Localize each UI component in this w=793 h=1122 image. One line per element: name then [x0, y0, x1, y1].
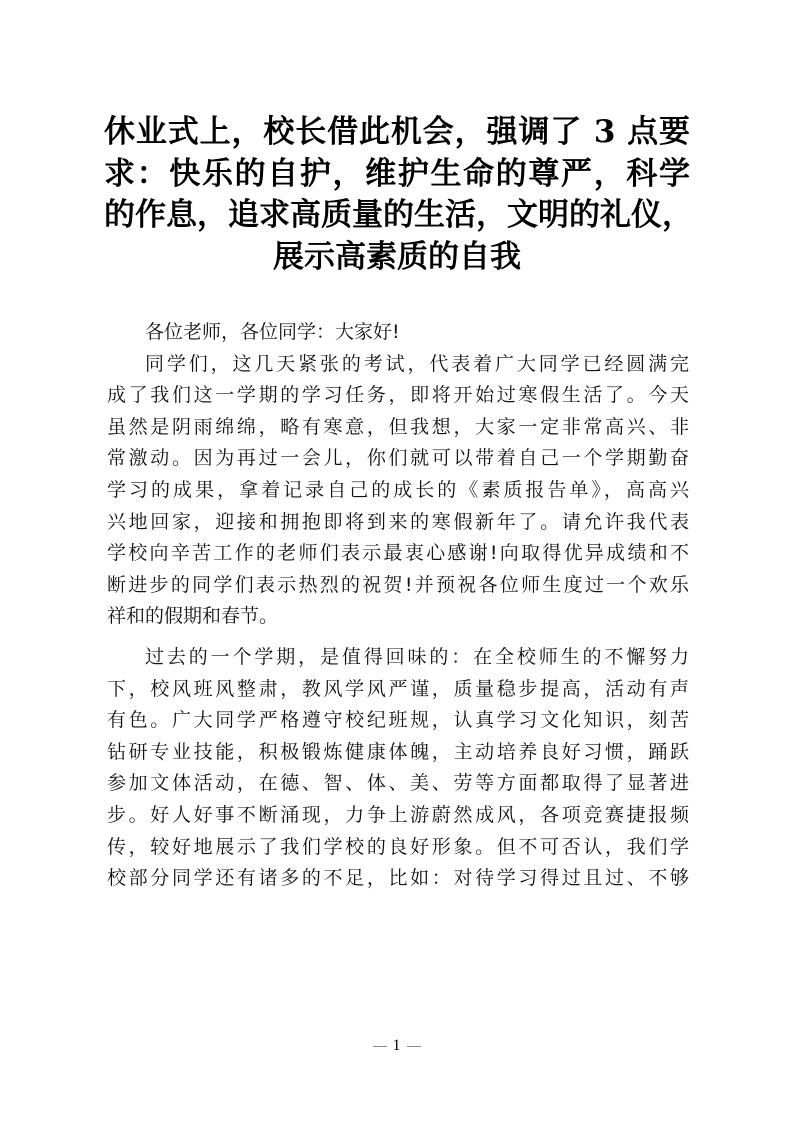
- footer-dash-left: [373, 1046, 387, 1047]
- text-line: 同学们，这几天紧张的考试，代表着广大同学已经圆满完: [145, 352, 689, 375]
- text-line: 过去的一个学期，是值得回味的：在全校师生的不懈努力: [145, 645, 689, 668]
- text-line: 断进步的同学们表示热烈的祝贺!并预祝各位师生度过一个欢乐: [107, 573, 689, 596]
- paragraph-2: [107, 642, 689, 895]
- document-body: [107, 317, 689, 895]
- text-line: 步。好人好事不断涌现，力争上游蔚然成风，各项竞赛捷报频: [107, 803, 689, 826]
- text-line: 祥和的假期和春节。: [107, 605, 279, 628]
- title-line: 休业式上，校长借此机会，强调了 3 点要: [104, 114, 690, 150]
- text-line: 虽然是阴雨绵绵，略有寒意，但我想，大家一定非常高兴、非: [107, 415, 689, 438]
- page-footer: [0, 1037, 793, 1055]
- document-title: [104, 112, 693, 278]
- title-line: 的作息，追求高质量的生活，文明的礼仪，: [104, 197, 693, 233]
- page-number: 1: [392, 1037, 401, 1054]
- text-line: 参加文体活动，在德、智、体、美、劳等方面都取得了显著进: [107, 772, 689, 795]
- paragraph-spacer: [107, 633, 689, 642]
- text-line: 钻研专业技能，积极锻炼健康体魄，主动培养良好习惯，踊跃: [107, 740, 689, 763]
- text-line: 有色。广大同学严格遵守校纪班规，认真学习文化知识，刻苦: [107, 709, 689, 732]
- text-line: 兴地回家，迎接和拥抱即将到来的寒假新年了。请允许我代表: [107, 510, 689, 533]
- text-line: 学校向辛苦工作的老师们表示最衷心感谢!向取得优异成绩和不: [107, 542, 689, 565]
- text-line: 各位老师，各位同学：大家好!: [145, 321, 400, 343]
- text-line: 下，校风班风整肃，教风学风严谨，质量稳步提高，活动有声: [107, 677, 689, 700]
- text-line: 常激动。因为再过一会儿，你们就可以带着自己一个学期勤奋: [107, 447, 689, 470]
- text-line: 校部分同学还有诸多的不足，比如：对待学习得过且过、不够: [107, 867, 689, 890]
- text-line: 成了我们这一学期的学习任务，即将开始过寒假生活了。今天: [107, 384, 689, 407]
- paragraph-1: [107, 349, 689, 633]
- title-line: 展示高素质的自我: [273, 238, 521, 275]
- title-line: 求：快乐的自护，维护生命的尊严，科学: [104, 155, 690, 192]
- footer-dash-right: [407, 1046, 421, 1047]
- text-line: 传，较好地展示了我们学校的良好形象。但不可否认，我们学: [107, 835, 689, 858]
- text-line: 学习的成果，拿着记录自己的成长的《素质报告单》，高高兴: [107, 478, 689, 501]
- paragraph-greeting: [107, 317, 689, 349]
